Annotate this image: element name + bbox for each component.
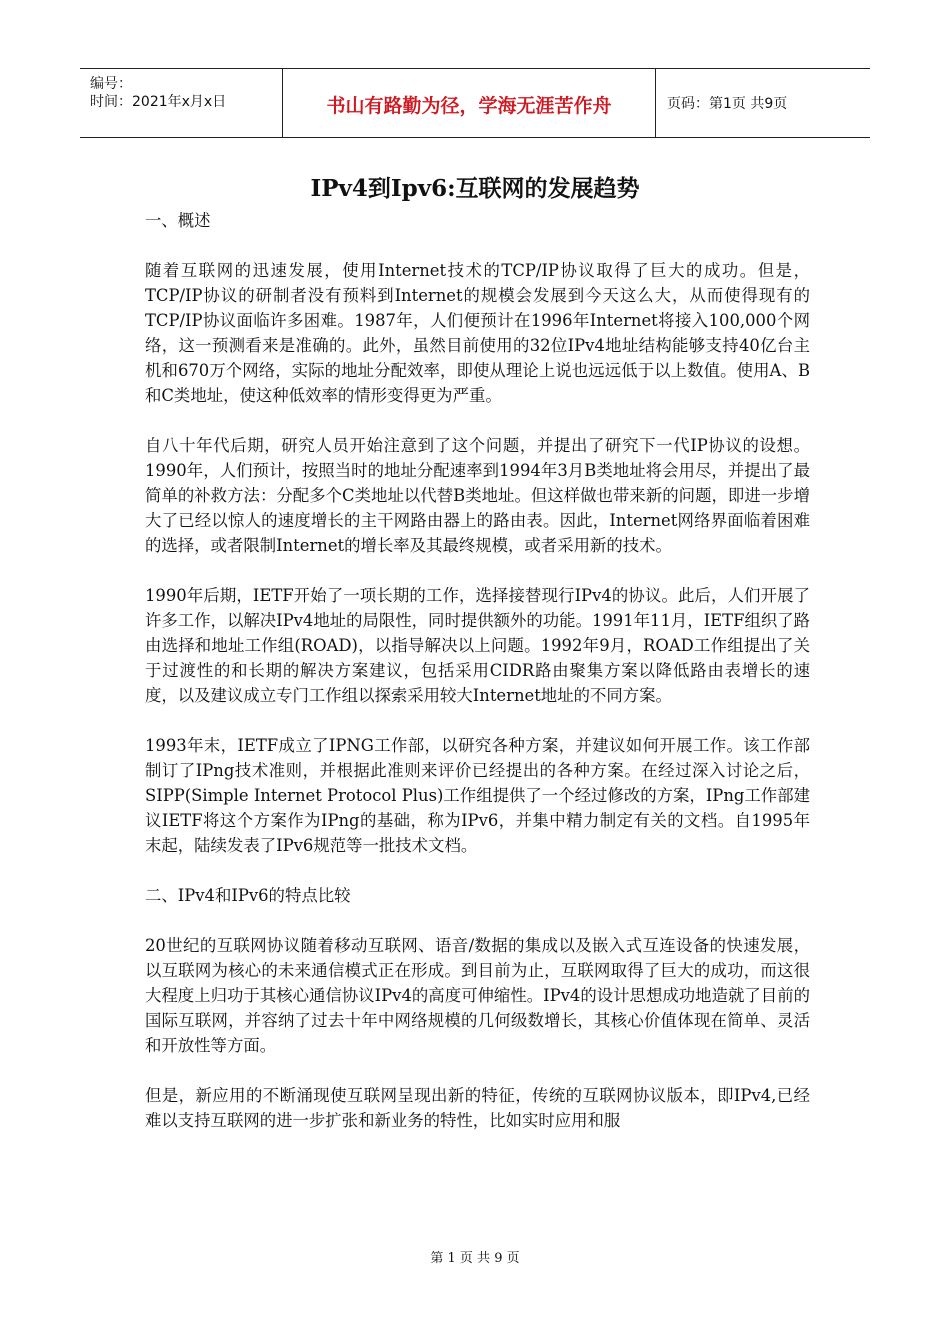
paragraph-spacer [145,233,810,258]
page-footer: 第 1 页 共 9 页 [430,1251,520,1266]
header-motto-cell [282,69,656,137]
document-time-label: 时间：2021年x月x日 [90,94,227,110]
header-meta-cell [80,69,282,137]
body-paragraph: 20世纪的互联网协议随着移动互联网、语音/数据的集成以及嵌入式互连设备的快速发展，以互联网为核心的未来通信模式正在形成。到目前为止，互联网取得了巨大的成功，而这很大程度上归功于其核心通信协议IPv4的高度可伸缩性。IPv4的设计思想成功地造就了目前的国际互联网，并容纳了过去十年中网络规模的几何级数增长，其核心价值体现在简单、灵活和开放性等方面。 [145,936,810,1055]
header-page-cell [655,69,870,137]
paragraph-spacer [145,408,810,433]
document-number-label: 编号： [90,76,132,92]
section-heading: 一、概述 [145,211,211,230]
paragraph-spacer [145,708,810,733]
header-motto: 书山有路勤为径，学海无涯苦作舟 [326,95,612,117]
section-heading: 二、IPv4和IPv6的特点比较 [145,886,351,905]
body-paragraph: 自八十年代后期，研究人员开始注意到了这个问题，并提出了研究下一代IP协议的设想。1990年，人们预计，按照当时的地址分配速率到1994年3月B类地址将会用尽，并提出了最简单的补救方法：分配多个C类地址以代替B类地址。但这样做也带来新的问题，即进一步增大了已经以惊人的速度增长的主干网路由器上的路由表。因此，Internet网络界面临着困难的选择，或者限制Internet的增长率及其最终规模，或者采用新的技术。 [145,436,810,555]
body-paragraph: 但是，新应用的不断涌现使互联网呈现出新的特征，传统的互联网协议版本，即IPv4,已经难以支持互联网的进一步扩张和新业务的特性，比如实时应用和服 [145,1086,810,1130]
document-title: IPv4到Ipv6:互联网的发展趋势 [310,175,640,202]
paragraph-spacer [145,558,810,583]
paragraph-spacer [145,908,810,933]
body-paragraph: 1990年后期，IETF开始了一项长期的工作，选择接替现行IPv4的协议。此后，人们开展了许多工作，以解决IPv4地址的局限性，同时提供额外的功能。1991年11月，IETF组织了路由选择和地址工作组(ROAD)，以指导解决以上问题。1992年9月，ROAD工作组提出了关于过渡性的和长期的解决方案建议，包括采用CIDR路由聚集方案以降低路由表增长的速度，以及建议成立专门工作组以探索采用较大Internet地址的不同方案。 [145,586,811,705]
body-paragraph: 随着互联网的迅速发展，使用Internet技术的TCP/IP协议取得了巨大的成功。但是，TCP/IP协议的研制者没有预料到Internet的规模会发展到今天这么大，从而使得现有的TCP/IP协议面临许多困难。1987年，人们便预计在1996年Internet将接入100,000个网络，这一预测看来是准确的。此外，虽然目前使用的32位IPv4地址结构能够支持40亿台主机和670万个网络，实际的地址分配效率，即使从理论上说也远远低于以上数值。使用A、B和C类地址，使这种低效率的情形变得更为严重。 [145,261,810,405]
paragraph-spacer [145,1058,810,1083]
body-paragraph: 1993年末，IETF成立了IPNG工作部，以研究各种方案，并建议如何开展工作。该工作部制订了IPng技术准则，并根据此准则来评价已经提出的各种方案。在经过深入讨论之后，SIPP(Simple Internet Protocol Plus)工作组提供了一个经过修改的方案，IPng工作部建议IETF将这个方案作为IPng的基础，称为IPv6，并集中精力制定有关的文档。自1995年末起，陆续发表了IPv6规范等一批技术文档。 [145,736,810,855]
document-body [145,208,810,1133]
page-header [80,68,870,138]
header-page-info: 页码：第1页 共9页 [667,96,788,112]
paragraph-spacer [145,858,810,883]
